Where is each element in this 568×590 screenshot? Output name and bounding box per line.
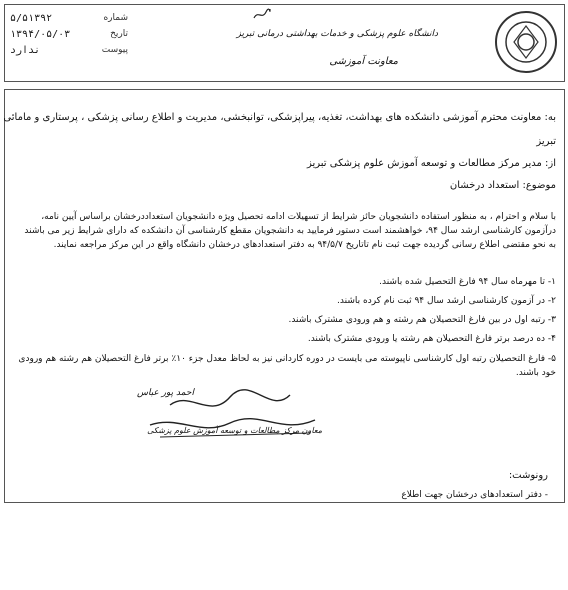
meta-value: ۱۳۹۴/۰۵/۰۳ xyxy=(10,28,71,40)
signatory-title: معاون مرکز مطالعات و توسعه آموزش علوم پزشکی xyxy=(147,426,322,435)
condition-item: ۱- تا مهرماه سال ۹۴ فارغ التحصیل شده باشند. xyxy=(379,277,556,287)
meta-value: ۵/۵۱۳۹۲ xyxy=(10,12,53,24)
cc-title: رونوشت: xyxy=(508,470,548,481)
letter-subject: موضوع: استعداد درخشان xyxy=(449,180,556,191)
letter-to: به: معاونت محترم آموزشی دانشکده های بهداشت، تغذیه، پیراپزشکی، توانبخشی، مدیریت و اطلاع رسانی پزشکی ، پرستاری و مامائی xyxy=(3,112,556,123)
letter-meta xyxy=(10,10,128,58)
meta-attachment xyxy=(10,42,128,58)
university-name: دانشگاه علوم پزشکی و خدمات بهداشتی درمانی تبریز xyxy=(236,29,438,39)
condition-item: ۲- در آزمون کارشناسی ارشد سال ۹۴ ثبت نام کرده باشند. xyxy=(337,296,556,306)
meta-label: پیوست xyxy=(101,45,128,55)
meta-label: شماره xyxy=(103,13,128,23)
signatory-name: احمد پور عباس xyxy=(136,388,194,398)
letter-intro: با سلام و احترام ، به منظور استفاده دانشجویان حائز شرایط از تسهیلات ادامه تحصیل ویژه دانشجویان استعداددرخشان براساس آیین نامه، درآزمون کارشناسی ارشد سال ۹۴، خواهشمند است دستور فرمایید به دانشجویان مقطع کارشناسی آن دانشکده که دارای شرایط زیر می باشند به نحو مقتضی اطلاع رسانی گردیده جهت ثبت نام تاتاریخ ۹۴/۵/۷ به دفتر استعدادهای درخشان دانشگاه واقع در این مرکز مراجعه نمایند. xyxy=(24,212,556,250)
meta-date xyxy=(10,26,128,42)
condition-item: ۵- فارغ التحصیلان رتبه اول کارشناسی ناپیوسته می بایست در دوره کاردانی نیز به لحاظ معدل جزء ۱۰٪ برتر فارغ التحصیلان هم رشته هم ورودی خود باشند. xyxy=(18,354,556,378)
bismillah-calligraphy xyxy=(252,6,272,22)
meta-label: تاریخ xyxy=(110,29,128,39)
letter-to-cont: تبریز xyxy=(536,136,556,147)
university-seal xyxy=(492,8,560,76)
cc-item: - دفتر استعدادهای درخشان جهت اطلاع xyxy=(401,490,548,500)
letter-from: از: مدیر مرکز مطالعات و توسعه آموزش علوم پزشکی تبریز xyxy=(306,158,556,169)
condition-item: ۳- رتبه اول در بین فارغ التحصیلان هم رشته و هم ورودی مشترک باشند. xyxy=(288,315,556,325)
meta-number xyxy=(10,10,128,26)
meta-value: ندارد xyxy=(10,44,41,56)
condition-item: ۴- ده درصد برتر فارغ التحصیلان هم رشته یا ورودی مشترک باشند. xyxy=(307,334,556,344)
department-name: معاونت آموزشی xyxy=(329,56,398,67)
